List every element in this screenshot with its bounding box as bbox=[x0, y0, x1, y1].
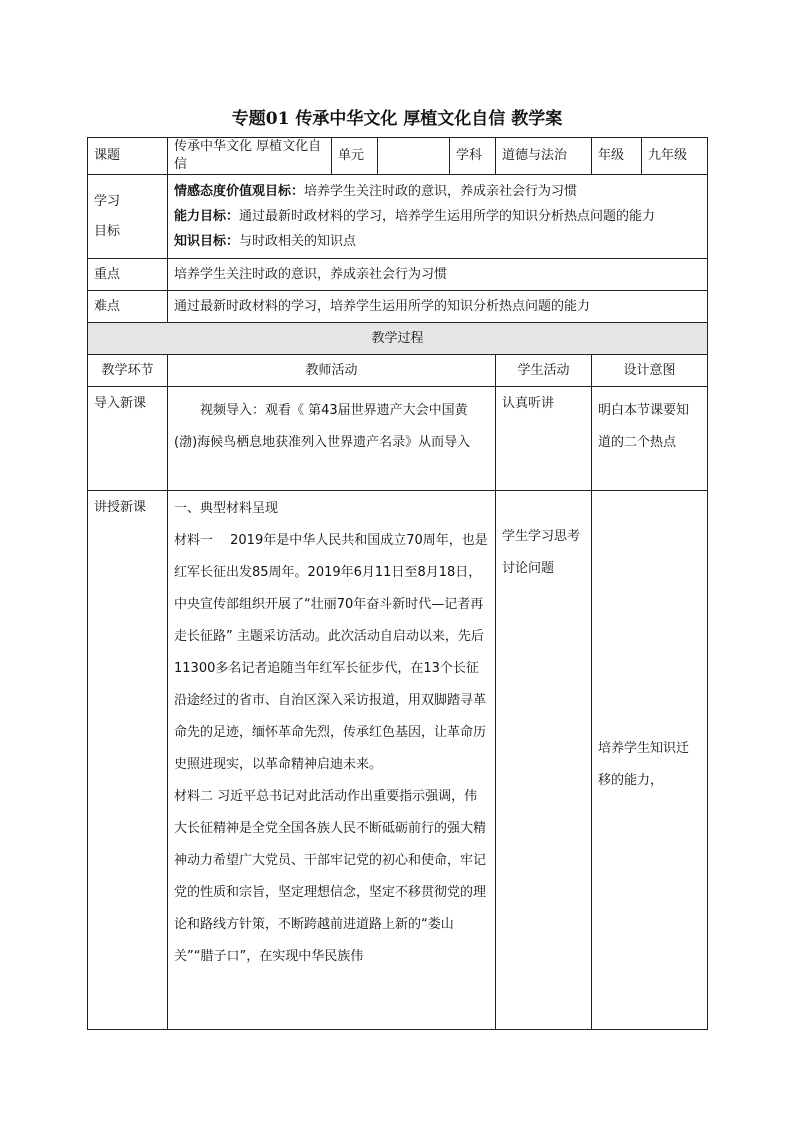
section-heading: 一、典型材料呈现 bbox=[174, 501, 279, 516]
key-point-label: 重点 bbox=[88, 259, 168, 291]
unit-value bbox=[378, 138, 450, 175]
teacher-intro: 视频导入：观看《 第43届世界遗产大会中国黄(渤)海候鸟栖息地获准列入世界遗产名录》从而导入 bbox=[168, 387, 496, 491]
table-row bbox=[88, 491, 708, 1030]
intent-main bbox=[592, 491, 708, 1030]
objectives-label-line1: 学习 bbox=[94, 193, 121, 209]
course-label: 课题 bbox=[88, 138, 168, 175]
col-stage: 教学环节 bbox=[88, 355, 168, 387]
col-intent: 设计意图 bbox=[592, 355, 708, 387]
unit-label: 单元 bbox=[332, 138, 378, 175]
difficulty-row bbox=[88, 291, 708, 323]
material-two: 材料二 习近平总书记对此活动作出重要指示强调，伟大长征精神是全党全国各族人民不断砥砺前行的强大精神动力希望广大党员、干部牢记党的初心和使命，牢记党的性质和宗旨，坚定理想信念，坚定不移贯彻党的理论和路线方针策，不断跨越前进道路上新的“娄山关”“腊子口”，在实现中华民族伟 bbox=[174, 789, 487, 964]
process-section-row bbox=[88, 323, 708, 355]
subject-value: 道德与法治 bbox=[496, 138, 592, 175]
subject-label: 学科 bbox=[450, 138, 496, 175]
stage-main: 讲授新课 bbox=[88, 491, 168, 1030]
objective-ability: 能力目标：通过最新时政材料的学习，培养学生运用所学的知识分析热点问题的能力 bbox=[174, 209, 656, 224]
col-student: 学生活动 bbox=[496, 355, 592, 387]
objectives-label-line2: 目标 bbox=[94, 223, 121, 239]
teacher-main bbox=[168, 491, 496, 1030]
stage-intro: 导入新课 bbox=[88, 387, 168, 491]
student-main: 学生学习思考讨论问题 bbox=[496, 491, 592, 1030]
objectives-label bbox=[88, 175, 168, 259]
objectives-row bbox=[88, 175, 708, 259]
key-point-row bbox=[88, 259, 708, 291]
difficulty-label: 难点 bbox=[88, 291, 168, 323]
course-value: 传承中华文化 厚植文化自信 bbox=[168, 138, 332, 175]
difficulty-text: 通过最新时政材料的学习，培养学生运用所学的知识分析热点问题的能力 bbox=[168, 291, 708, 323]
key-point-text: 培养学生关注时政的意识，养成亲社会行为习惯 bbox=[168, 259, 708, 291]
intent-intro: 明白本节课要知道的二个热点 bbox=[592, 387, 708, 491]
page-title: 专题01 传承中华文化 厚植文化自信 教学案 bbox=[231, 109, 563, 129]
header-row bbox=[88, 138, 708, 175]
objective-emotion: 情感态度价值观目标：培养学生关注时政的意识，养成亲社会行为习惯 bbox=[174, 184, 578, 199]
objective-knowledge: 知识目标：与时政相关的知识点 bbox=[174, 234, 357, 249]
col-teacher: 教师活动 bbox=[168, 355, 496, 387]
intent-transfer: 培养学生知识迁移的能力， bbox=[598, 741, 690, 788]
table-row bbox=[88, 387, 708, 491]
grade-value: 九年级 bbox=[642, 138, 708, 175]
grade-label: 年级 bbox=[592, 138, 642, 175]
student-intro: 认真听讲 bbox=[496, 387, 592, 491]
process-title: 教学过程 bbox=[88, 323, 708, 355]
objectives-content bbox=[168, 175, 708, 259]
process-column-headers bbox=[88, 355, 708, 387]
lesson-plan-table bbox=[87, 137, 708, 1030]
material-one: 材料一 2019年是中华人民共和国成立70周年，也是红军长征出发85周年。2019年6月11日至8月18日，中央宣传部组织开展了“壮丽70年奋斗新时代—记者再走长征路” 主题采访活动。此次活动自启动以来，先后 11300多名记者追随当年红军长征步代，在13个长征沿途经过的省市、自治区深入采访报道，用双脚踏寻革命先的足迹，缅怀革命先烈，传承红色基因，让革命历史照进现实，以革命精神启迪未来。 bbox=[174, 533, 488, 772]
